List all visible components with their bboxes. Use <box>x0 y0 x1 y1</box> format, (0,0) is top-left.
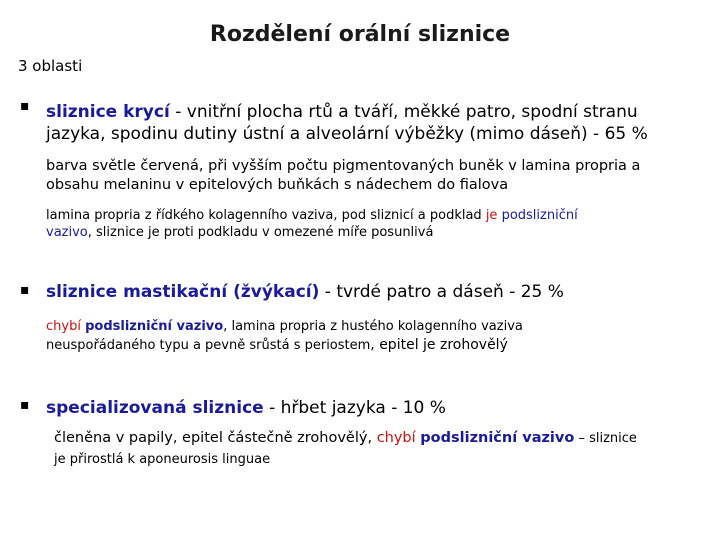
bullet-1: ▪ <box>20 98 30 114</box>
section1-name: sliznice krycí <box>46 102 170 122</box>
section1-desc-2: jazyka, spodinu dutiny ústní a alveolární výběžky (mimo dáseň) - 65 % <box>46 124 648 144</box>
section3-detail-1: členěna v papily, epitel částečně zrohovělý, <box>54 430 377 446</box>
section1-desc-1: - vnitřní plocha rtů a tváří, měkké patro, spodní stranu <box>169 102 638 122</box>
section1-detail-a: lamina propria z řídkého kolagenního vaziva, <box>46 208 342 223</box>
subtitle: 3 oblasti <box>18 57 83 75</box>
section1-color <box>46 157 640 195</box>
section1-main <box>46 101 648 145</box>
section2-detail-1: , lamina propria z hustého kolagenního vaziva <box>223 319 523 334</box>
section1-detail <box>46 207 578 241</box>
section3-main <box>46 397 446 419</box>
section2-chybi: chybí <box>46 319 81 334</box>
section3-detail <box>54 428 637 470</box>
section2-name: sliznice mastikační (žvýkací) <box>46 282 320 302</box>
section3-chybi: chybí <box>376 430 416 446</box>
section3-detail-rest: – sliznice <box>574 431 637 446</box>
section1-detail-rest: , sliznice je proti podkladu v omezené míře posunlivá <box>87 225 434 240</box>
section1-detail-vazivo: vazivo <box>46 225 88 240</box>
section2-desc: - tvrdé patro a dáseň - 25 % <box>319 282 564 302</box>
section3-desc: - hřbet jazyka - 10 % <box>263 398 446 418</box>
section3-detail-2: je přirostlá k aponeurosis linguae <box>54 452 271 467</box>
bullet-3: ▪ <box>20 397 30 413</box>
section1-detail-je: je <box>485 208 498 223</box>
section3-name: specializovaná sliznice <box>46 398 264 418</box>
section2-main <box>46 281 564 303</box>
section1-color-1: barva světle červená, při vyšším počtu pigmentovaných buněk v lamina propria a <box>46 158 641 174</box>
section1-color-2: obsahu melaninu v epitelových buňkách s nádechem do fialova <box>46 177 509 193</box>
section2-detail-2a: neuspořádaného typu a pevně srůstá s periostem <box>46 338 371 353</box>
section1-detail-b: pod sliznicí a podklad <box>341 208 486 223</box>
section2-podslizn: podslizniční vazivo <box>85 319 224 334</box>
section2-detail <box>46 318 523 354</box>
section2-detail-2b: , epitel je zrohovělý <box>370 337 508 353</box>
section1-detail-podslizn: podslizniční <box>501 208 578 223</box>
section3-podslizn: podslizniční vazivo <box>420 430 575 446</box>
page-title: Rozdělení orální sliznice <box>209 22 511 47</box>
bullet-2: ▪ <box>20 282 30 298</box>
